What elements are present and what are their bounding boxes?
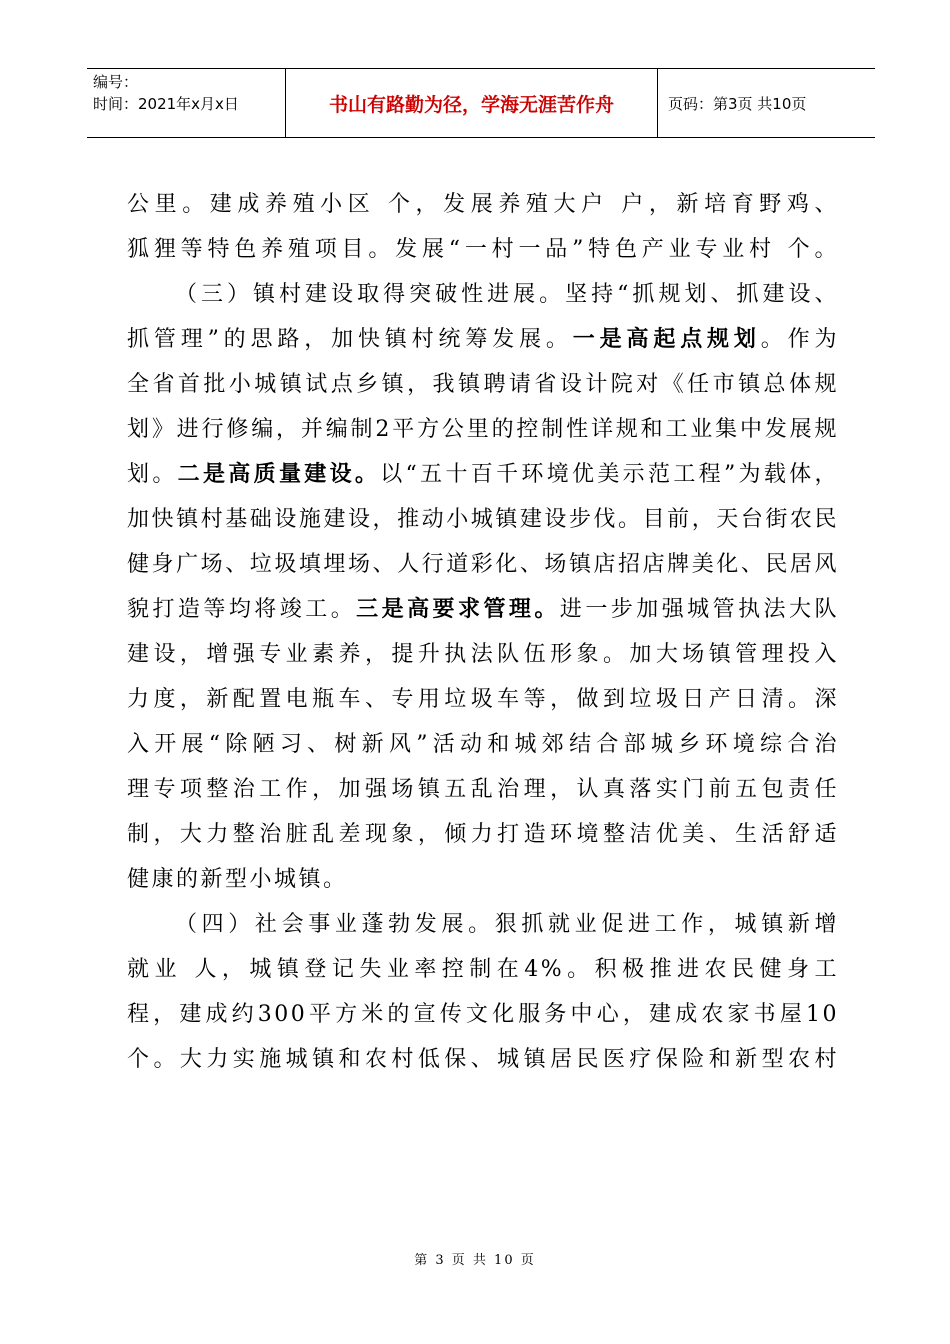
body-line — [127, 452, 839, 497]
body-line: 建设，增强专业素养，提升执法队伍形象。加大场镇管理投入 — [127, 642, 839, 667]
page-header — [87, 68, 875, 138]
body-line: 公里。建成养殖小区 个，发展养殖大户 户，新培育野鸡、 — [127, 192, 839, 217]
section-heading-3: （三）镇村建设取得突破性进展。坚持“抓规划、抓建设、 — [175, 282, 839, 307]
body-line: 个。大力实施城镇和农村低保、城镇居民医疗保险和新型农村 — [127, 1047, 839, 1072]
body-line: 制，大力整治脏乱差现象，倾力打造环境整洁优美、生活舒适 — [127, 822, 839, 847]
body-line — [127, 317, 839, 362]
text-run: 貌打造等均将竣工。 — [127, 597, 357, 622]
body-line: 健身广场、垃圾填埋场、人行道彩化、场镇店招店牌美化、民居风 — [127, 552, 839, 577]
page-footer: 第 3 页 共 10 页 — [414, 1253, 536, 1268]
body-line: 理专项整治工作，加强场镇五乱治理，认真落实门前五包责任 — [127, 777, 839, 802]
header-meta — [87, 69, 286, 137]
text-run: 以“五十百千环境优美示范工程”为载体， — [380, 462, 839, 487]
body-line — [127, 587, 839, 632]
header-motto: 书山有路勤为径，学海无涯苦作舟 — [286, 69, 658, 137]
body-line: 程，建成约300平方米的宣传文化服务中心，建成农家书屋10 — [127, 1002, 839, 1027]
body-line: 狐狸等特色养殖项目。发展“一村一品”特色产业专业村 个。 — [127, 237, 839, 262]
body-line: 力度，新配置电瓶车、专用垃圾车等，做到垃圾日产日清。深 — [127, 687, 839, 712]
section-heading-4: （四）社会事业蓬勃发展。狠抓就业促进工作，城镇新增 — [175, 912, 839, 937]
body-line: 划》进行修编，并编制2平方公里的控制性详规和工业集中发展规 — [127, 417, 839, 442]
body-line: 就业 人，城镇登记失业率控制在4%。积极推进农民健身工 — [127, 957, 839, 982]
text-run: 进一步加强城管执法大队 — [559, 597, 839, 622]
text-run: 抓管理”的思路，加快镇村统筹发展。 — [127, 327, 573, 352]
bold-phrase: 一是高起点规划 — [572, 326, 761, 352]
header-page-info: 页码：第3页 共10页 — [668, 94, 807, 113]
text-run: 划。 — [127, 462, 178, 487]
body-line: 全省首批小城镇试点乡镇，我镇聘请省设计院对《任市镇总体规 — [127, 372, 839, 397]
bold-phrase: 三是高要求管理。 — [356, 596, 560, 622]
body-line: 入开展“除陋习、树新风”活动和城郊结合部城乡环境综合治 — [127, 732, 839, 757]
body-line: 加快镇村基础设施建设，推动小城镇建设步伐。目前，天台街农民 — [127, 507, 839, 532]
bold-phrase: 二是高质量建设。 — [177, 461, 381, 487]
doc-number-label: 编号： — [93, 73, 139, 91]
text-run: 。作为 — [760, 327, 839, 352]
body-line: 健康的新型小城镇。 — [127, 867, 348, 892]
doc-time-label: 时间：2021年x月x日 — [93, 95, 239, 113]
document-body — [127, 182, 839, 1082]
